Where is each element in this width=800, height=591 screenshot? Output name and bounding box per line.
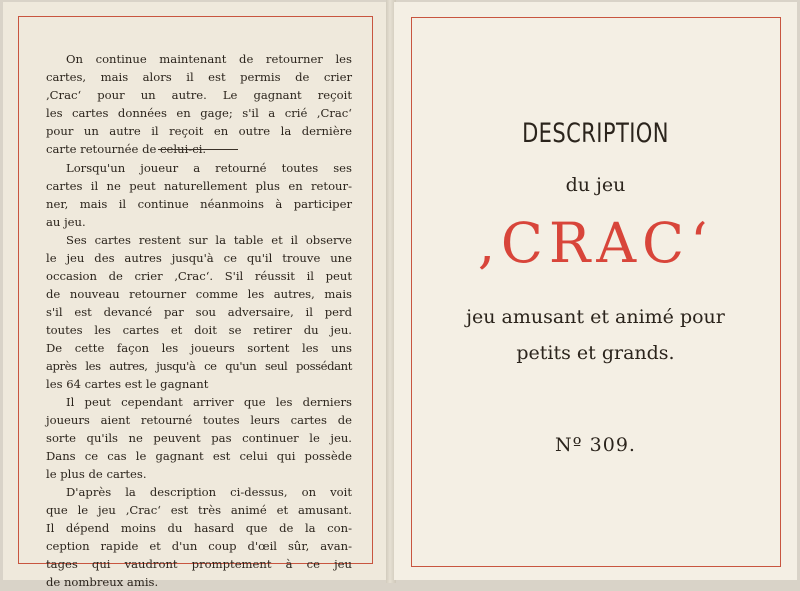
text-line: ‚Crac‘ pour un autre. Le gagnant reçoit (46, 88, 352, 102)
right-page-border (411, 17, 781, 567)
left-page (3, 2, 388, 589)
text-line: cartes, mais alors il est permis de crier (46, 70, 352, 84)
text-line: Lorsqu'un joueur a retourné toutes ses (66, 161, 352, 175)
text-line: que le jeu ‚Crac‘ est très animé et amusant. (46, 503, 352, 517)
rules-paragraph-3 (46, 231, 352, 393)
text-line: D'après la description ci-dessus, on voit (66, 485, 352, 499)
text-line: les 64 cartes est le gagnant (46, 377, 209, 391)
text-line: le jeu des autres jusqu'à ce qu'il trouve une (46, 251, 352, 265)
rules-paragraph-5 (46, 483, 352, 591)
text-line: joueurs aient retourné toutes leurs cartes de (46, 413, 352, 427)
text-line: carte retournée de celui-ci. (46, 142, 207, 156)
text-line: Il dépend moins du hasard que de la con- (46, 521, 352, 535)
cover-subtitle: du jeu (565, 174, 626, 196)
text-line: cartes il ne peut naturellement plus en retour- (46, 179, 352, 193)
text-line: s'il est devancé par sou adversaire, il perd (46, 305, 352, 319)
tagline-line-1: jeu amusant et animé pour (466, 306, 725, 328)
right-page (394, 2, 797, 580)
text-line: ner, mais il continue néanmoins à participer (46, 197, 352, 211)
game-name: ‚CRAC‘ (477, 211, 714, 275)
text-line: le plus de cartes. (46, 467, 147, 481)
text-line: toutes les cartes et doit se retirer du jeu. (46, 323, 352, 337)
text-line: après les autres, jusqu'à ce qu'un seul possédant (46, 359, 352, 373)
text-line: sorte qu'ils ne peuvent pas continuer le jeu. (46, 431, 352, 445)
rules-paragraph-4 (46, 393, 352, 483)
text-line: occasion de crier ‚Crac‘. S'il réussit il peut (46, 269, 352, 283)
text-line: les cartes données en gage; s'il a crié ‚Crac‘ (46, 106, 352, 120)
text-line: pour un autre il reçoit en outre la dernière (46, 124, 352, 138)
section-divider (158, 149, 238, 150)
text-line: tages qui vaudront promptement à ce jeu (46, 557, 352, 571)
catalog-number: Nº 309. (555, 434, 636, 456)
text-line: Il peut cependant arriver que les derniers (66, 395, 352, 409)
text-line: Dans ce cas le gagnant est celui qui possède (46, 449, 352, 463)
text-line: On continue maintenant de retourner les (66, 52, 352, 66)
cover-title: DESCRIPTION (522, 118, 669, 149)
text-line: au jeu. (46, 215, 86, 229)
text-line: de nouveau retourner comme les autres, mais (46, 287, 352, 301)
text-line: ception rapide et d'un coup d'œil sûr, avan- (46, 539, 352, 553)
text-line: de nombreux amis. (46, 575, 159, 589)
tagline-line-2: petits et grands. (516, 342, 675, 364)
rules-paragraph-1 (46, 50, 352, 158)
rules-paragraph-2 (46, 159, 352, 231)
text-line: De cette façon les joueurs sortent les uns (46, 341, 352, 355)
text-line: Ses cartes restent sur la table et il observe (66, 233, 352, 247)
